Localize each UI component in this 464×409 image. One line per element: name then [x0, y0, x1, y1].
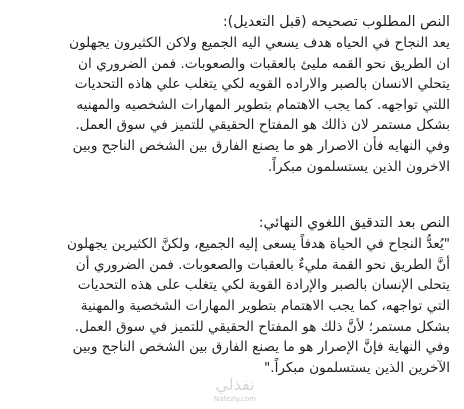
watermark-logo-text: نفذلي [215, 375, 255, 394]
before-line: يتحلي الانسان بالصبر والاراده القويه لكي يتغلب علي هاذه التحديات [74, 76, 450, 93]
before-paragraph [10, 33, 450, 177]
after-line: أنَّ الطريق نحو القمة مليءٌ بالعقبات والصعوبات. فمن الضروري أن [75, 256, 450, 273]
after-line: وفي النهاية فإنَّ الإصرار هو ما يصنع الفارق بين الشخص الناجح وبين [72, 339, 450, 356]
watermark-site-text: Nafezly.com [213, 395, 257, 403]
after-paragraph [10, 234, 450, 378]
after-line: بشكل مستمر؛ لأنَّ ذلك هو المفتاح الحقيقي للتميز في سوق العمل. [74, 318, 450, 335]
before-line: وفي النهايه فأن الاصرار هو ما يصنع الفارق بين الشخص الناجح وبين [72, 137, 450, 154]
nafezly-logo-icon [205, 373, 265, 395]
before-line: ان الطريق نحو القمه مليئ بالعقبات والصعوبات. فمن الضروري ان [78, 55, 450, 72]
section-spacer [10, 177, 450, 213]
after-line: الآخرين الذين يستسلمون مبكراً." [264, 359, 450, 376]
after-line: يتحلى الإنسان بالصبر والإرادة القوية لكي يتغلب على هذه التحديات [77, 277, 450, 294]
nafezly-watermark [200, 373, 270, 407]
before-line: يعد النجاح في الحياه هدف يسعي اليه الجميع ولاكن الكثيرون يجهلون [69, 35, 450, 51]
after-section-title: النص بعد التدقيق اللغوي النهائي: [258, 215, 450, 232]
before-line: الاخرون الذين يستسلمون مبكراً. [267, 158, 450, 175]
before-line: اللتي تواجهه. كما يجب الاهتمام بتطوير المهارات الشخصيه والمهنيه [76, 96, 450, 113]
after-line: التي تواجهه، كما يجب الاهتمام بتطوير المهارات الشخصية والمهنية [80, 297, 450, 314]
before-line: بشكل مستمر لان ذالك هو المفتاح الحقيقي للتميز في سوق العمل. [75, 117, 450, 134]
after-line: "يُعدُّ النجاح في الحياة هدفاً يسعى إليه الجميع، ولكنَّ الكثيرين يجهلون [66, 236, 450, 253]
before-section-title: النص المطلوب تصحيحه (قبل التعديل): [222, 14, 450, 30]
